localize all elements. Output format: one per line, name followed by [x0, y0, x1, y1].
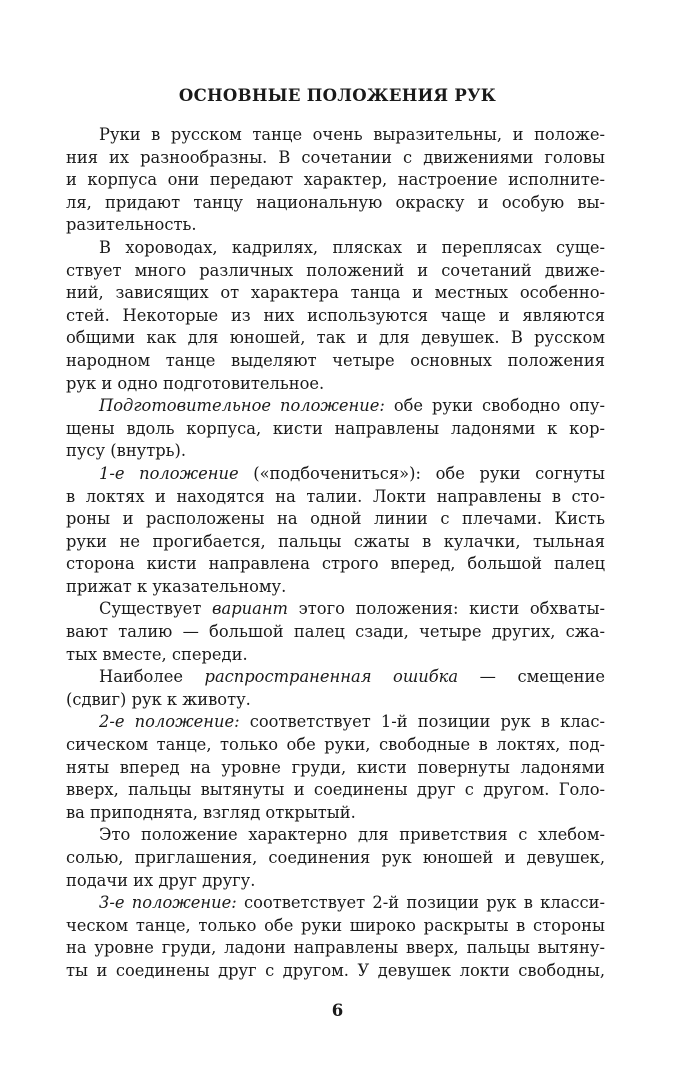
text-segment: пусу (внутрь).	[66, 441, 187, 461]
italic-term: 1-е положение	[99, 463, 239, 483]
text-segment: ва приподнята, взгляд открытый.	[66, 802, 356, 822]
italic-term: 2-е положение:	[99, 712, 240, 732]
text-segment: Существует	[99, 599, 213, 619]
text-line	[66, 350, 605, 373]
text-segment: общими как для юношей, так и для девушек. В русском	[66, 328, 605, 348]
text-segment: няты вперед на уровне груди, кисти повернуты ладонями	[66, 757, 605, 777]
italic-term: 3-е положение:	[99, 893, 237, 913]
text-line	[66, 824, 605, 847]
text-line	[66, 531, 605, 554]
text-line	[66, 621, 605, 644]
italic-term: вариант	[212, 599, 288, 619]
text-segment: народном танце выделяют четыре основных положения	[66, 350, 605, 370]
text-line	[66, 666, 605, 689]
text-line	[66, 508, 605, 531]
text-segment: В хороводах, кадрилях, плясках и переплясах суще-	[99, 237, 605, 257]
text-line	[66, 757, 605, 780]
text-line	[66, 779, 605, 802]
text-line	[66, 960, 605, 983]
text-line	[66, 418, 605, 441]
text-segment: разительность.	[66, 215, 197, 235]
text-line	[66, 937, 605, 960]
text-segment: ния их разнообразны. В сочетании с движениями головы	[66, 147, 605, 167]
text-segment: на уровне груди, ладони направлены вверх, пальцы вытяну-	[66, 938, 605, 958]
text-line	[66, 870, 605, 893]
text-line	[66, 305, 605, 328]
text-line	[66, 327, 605, 350]
text-line	[66, 486, 605, 509]
text-segment: Это положение характерно для приветствия с хлебом-	[99, 825, 605, 845]
text-segment: подачи их друг другу.	[66, 870, 256, 890]
text-line	[66, 440, 605, 463]
text-line	[66, 395, 605, 418]
text-line	[66, 147, 605, 170]
text-segment: роны и расположены на одной линии с плечами. Кисть	[66, 509, 605, 529]
text-line	[66, 598, 605, 621]
text-segment: («подбочениться»): обе руки согнуты	[238, 463, 605, 483]
text-line	[66, 892, 605, 915]
italic-term: Подготовительное положение:	[99, 396, 385, 416]
text-segment: солью, приглашения, соединения рук юношей и девушек,	[66, 848, 605, 867]
text-line	[66, 124, 605, 147]
text-segment: щены вдоль корпуса, кисти направлены ладонями к кор-	[66, 418, 605, 438]
text-segment: тых вместе, спереди.	[66, 644, 248, 664]
text-line	[66, 237, 605, 260]
text-segment: сическом танце, только обе руки, свободные в локтях, под-	[66, 735, 605, 755]
italic-term: распространенная ошибка	[204, 667, 459, 687]
text-segment: (сдвиг) рук к животу.	[66, 689, 251, 709]
text-line	[66, 463, 605, 486]
page-number: 6	[331, 1001, 344, 1020]
text-segment: вверх, пальцы вытянуты и соединены друг с другом. Голо-	[66, 780, 605, 800]
text-line	[66, 915, 605, 938]
text-line	[66, 576, 605, 599]
text-segment: прижат к указательному.	[66, 576, 287, 596]
text-line	[66, 260, 605, 283]
text-line	[66, 373, 605, 396]
text-line	[66, 734, 605, 757]
text-line	[66, 689, 605, 712]
text-line	[66, 282, 605, 305]
text-segment: ний, зависящих от характера танца и местных особенно-	[66, 283, 605, 303]
text-segment: ты и соединены друг с другом. У девушек локти свободны,	[66, 960, 605, 980]
text-segment: ля, придают танцу национальную окраску и особую вы-	[66, 192, 605, 212]
text-segment: этого положения: кисти обхваты-	[287, 599, 605, 619]
text-segment: обе руки свободно опу-	[384, 396, 606, 416]
text-line	[66, 169, 605, 192]
text-segment: и корпуса они передают характер, настроение исполните-	[66, 170, 605, 190]
text-segment: — смещение	[458, 667, 605, 687]
text-line	[66, 847, 605, 870]
text-segment: ствует много различных положений и сочетаний движе-	[66, 260, 605, 280]
text-segment: стей. Некоторые из них используются чаще и являются	[66, 305, 605, 325]
text-line	[66, 192, 605, 215]
text-segment: ческом танце, только обе руки широко раскрыты в стороны	[66, 915, 605, 935]
text-segment: в локтях и находятся на талии. Локти направлены в сто-	[66, 486, 605, 506]
text-segment: руки не прогибается, пальцы сжаты в кулачки, тыльная	[66, 531, 605, 551]
text-line	[66, 711, 605, 734]
text-segment: рук и одно подготовительное.	[66, 373, 325, 393]
text-line	[66, 644, 605, 667]
text-segment: вают талию — большой палец сзади, четыре других, сжа-	[66, 622, 605, 642]
text-segment: Наиболее	[99, 667, 205, 687]
page-title: ОСНОВНЫЕ ПОЛОЖЕНИЯ РУК	[178, 86, 497, 105]
text-line	[66, 553, 605, 576]
text-segment: соответствует 1-й позиции рук в клас-	[239, 712, 605, 732]
text-segment: сторона кисти направлена строго вперед, большой палец	[66, 554, 605, 574]
text-line	[66, 802, 605, 825]
text-segment: соответствует 2-й позиции рук в класси-	[236, 893, 605, 913]
text-line	[66, 214, 605, 237]
body-text	[66, 124, 605, 983]
text-segment: Руки в русском танце очень выразительны, и положе-	[99, 125, 605, 144]
